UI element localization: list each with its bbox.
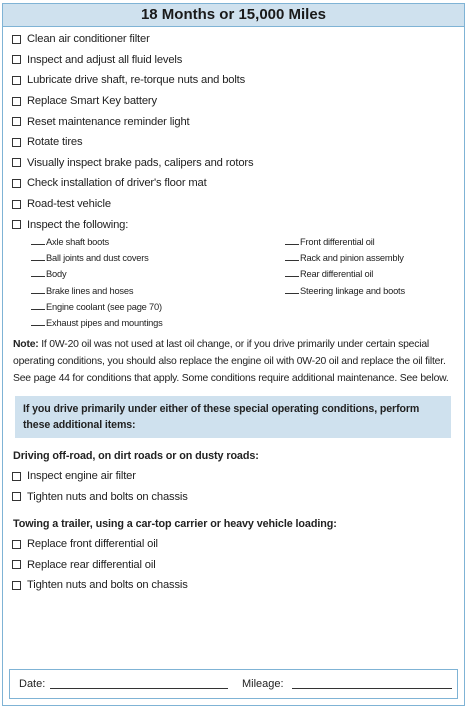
date-field[interactable] [50, 688, 228, 689]
checkbox[interactable] [12, 97, 21, 106]
checklist-item-label: Road-test vehicle [27, 198, 111, 211]
checklist-item[interactable] [12, 70, 452, 91]
checkbox[interactable] [12, 55, 21, 64]
checkbox[interactable] [12, 560, 21, 569]
blank-line[interactable] [31, 236, 45, 245]
checklist-item[interactable] [12, 111, 452, 132]
blank-line[interactable] [31, 252, 45, 261]
note-label: Note: [13, 339, 39, 350]
checkbox[interactable] [12, 35, 21, 44]
checklist-item-label: Reset maintenance reminder light [27, 115, 190, 128]
checklist-item-label: Visually inspect brake pads, calipers and rotors [27, 156, 254, 169]
towing-checklist [12, 534, 452, 596]
special-conditions-callout: If you drive primarily under either of these special operating conditions, perform these additional items: [15, 396, 451, 438]
checklist-item[interactable] [12, 487, 452, 508]
checklist-item[interactable] [12, 132, 452, 153]
inspect-item-label: Ball joints and dust covers [46, 253, 149, 264]
inspect-item [285, 234, 455, 250]
checklist-item-label: Lubricate drive shaft, re-torque nuts and bolts [27, 74, 246, 87]
record-footer [9, 669, 458, 699]
checklist-item-label: Tighten nuts and bolts on chassis [27, 490, 188, 503]
blank-line[interactable] [285, 252, 299, 261]
inspect-list-right [285, 234, 455, 299]
date-label: Date: [19, 678, 46, 690]
inspect-item [31, 299, 261, 315]
checkbox[interactable] [12, 581, 21, 590]
checklist-item[interactable] [12, 555, 452, 576]
inspect-item-label: Body [46, 269, 67, 280]
inspect-item [31, 315, 261, 331]
checklist-item[interactable] [12, 50, 452, 71]
blank-line[interactable] [285, 268, 299, 277]
offroad-checklist [12, 466, 452, 507]
checkbox[interactable] [12, 138, 21, 147]
checklist-item[interactable] [12, 194, 452, 215]
mileage-field[interactable] [292, 688, 452, 689]
towing-heading: Towing a trailer, using a car-top carrier or heavy vehicle loading: [13, 518, 337, 530]
checklist-item-label: Inspect the following: [27, 218, 129, 231]
checkbox[interactable] [12, 472, 21, 481]
checklist-item-label: Tighten nuts and bolts on chassis [27, 579, 188, 592]
checklist-item[interactable] [12, 29, 452, 50]
checklist-item[interactable] [12, 153, 452, 174]
checklist-item-label: Inspect and adjust all fluid levels [27, 53, 183, 66]
blank-line[interactable] [31, 268, 45, 277]
inspect-item [285, 250, 455, 266]
inspect-item [31, 250, 261, 266]
blank-line[interactable] [31, 285, 45, 294]
checkbox[interactable] [12, 76, 21, 85]
checklist-item-label: Replace rear differential oil [27, 558, 156, 571]
checklist-item[interactable] [12, 575, 452, 596]
checkbox[interactable] [12, 200, 21, 209]
inspect-item-label: Exhaust pipes and mountings [46, 317, 163, 328]
inspect-item-label: Rack and pinion assembly [300, 253, 404, 264]
inspect-item [285, 266, 455, 282]
blank-line[interactable] [285, 285, 299, 294]
note-text: If 0W-20 oil was not used at last oil change, or if you drive primarily under certain special operating conditions, you should also replace the engine oil with 0W-20 oil and replace the oil filter. See page 44 for conditions that apply. Some conditions require additional maintenance. See below. [13, 339, 449, 384]
blank-line[interactable] [285, 236, 299, 245]
inspect-item-label: Rear differential oil [300, 269, 374, 280]
inspect-list-left [31, 234, 261, 331]
checkbox[interactable] [12, 492, 21, 501]
checkbox[interactable] [12, 158, 21, 167]
inspect-item-label: Front differential oil [300, 237, 375, 247]
checklist-item[interactable] [12, 466, 452, 487]
card-title: 18 Months or 15,000 Miles [3, 4, 464, 27]
checkbox[interactable] [12, 179, 21, 188]
checklist-item-label: Clean air conditioner filter [27, 33, 150, 46]
checklist-item[interactable] [12, 91, 452, 112]
inspect-item [285, 283, 455, 299]
inspect-item [31, 266, 261, 282]
checklist-item-label: Rotate tires [27, 136, 83, 149]
checkbox[interactable] [12, 220, 21, 229]
checkbox[interactable] [12, 117, 21, 126]
checklist-item-label: Replace front differential oil [27, 538, 158, 551]
main-checklist [12, 29, 452, 235]
maintenance-card [2, 3, 465, 706]
inspect-item-label: Axle shaft boots [46, 237, 109, 247]
checklist-item-label: Inspect engine air filter [27, 470, 136, 483]
mileage-label: Mileage: [242, 678, 284, 690]
blank-line[interactable] [31, 301, 45, 310]
inspect-item [31, 283, 261, 299]
checklist-item[interactable] [12, 214, 452, 235]
checkbox[interactable] [12, 540, 21, 549]
checklist-item[interactable] [12, 173, 452, 194]
checklist-item-label: Replace Smart Key battery [27, 95, 157, 108]
inspect-item-label: Steering linkage and boots [300, 285, 405, 296]
oil-note [13, 336, 458, 387]
blank-line[interactable] [31, 317, 45, 326]
inspect-item-label: Brake lines and hoses [46, 285, 134, 296]
checklist-item-label: Check installation of driver's floor mat [27, 177, 207, 190]
offroad-heading: Driving off-road, on dirt roads or on dusty roads: [13, 450, 259, 462]
inspect-item-label: Engine coolant (see page 70) [46, 301, 162, 312]
inspect-item [31, 234, 261, 250]
checklist-item[interactable] [12, 534, 452, 555]
